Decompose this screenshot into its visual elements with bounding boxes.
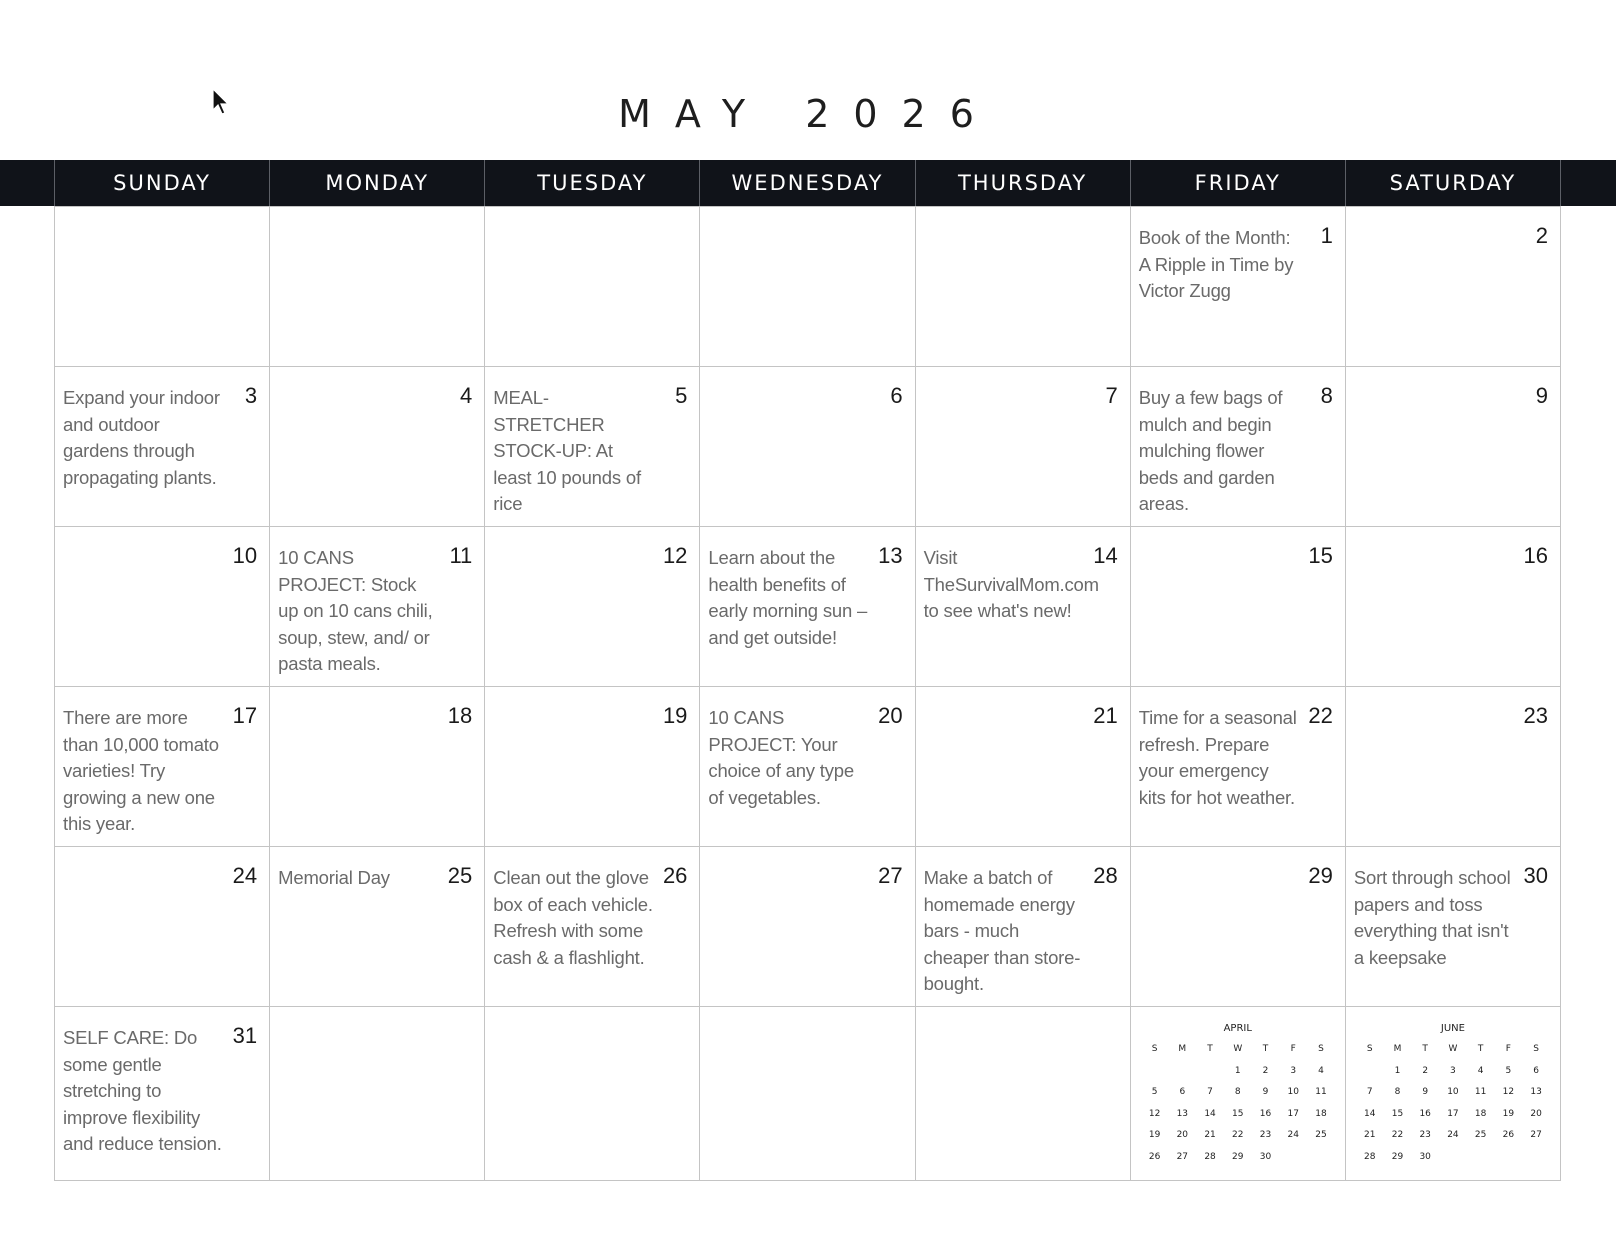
mini-date: 12 — [1148, 1108, 1161, 1119]
mini-day-initial: M — [1393, 1044, 1402, 1054]
mini-calendar-april — [1131, 1007, 1346, 1181]
weekday-saturday: SATURDAY — [1346, 160, 1561, 206]
mini-date: 19 — [1148, 1130, 1161, 1140]
day-cell[interactable] — [700, 527, 915, 687]
mini-date: 24 — [1287, 1130, 1299, 1140]
mini-date: 8 — [1234, 1087, 1241, 1097]
mini-day-initial: W — [1233, 1044, 1243, 1054]
day-cell[interactable] — [1131, 207, 1346, 367]
event-note: There are more than 10,000 tomato varieties! Try growing a new one this year. — [63, 707, 219, 834]
day-cell[interactable] — [270, 687, 485, 847]
day-number: 15 — [1308, 543, 1333, 568]
mini-date: 5 — [1151, 1087, 1158, 1097]
mini-day-initial: T — [1207, 1044, 1213, 1054]
day-cell[interactable] — [916, 847, 1131, 1007]
mini-date: 1 — [1394, 1065, 1401, 1076]
day-number: 3 — [244, 383, 258, 408]
day-cell[interactable] — [485, 1007, 700, 1181]
day-cell[interactable] — [55, 847, 270, 1007]
event-note: Memorial Day — [278, 867, 390, 888]
mini-day-initial: S — [1533, 1044, 1539, 1054]
event-note: Time for a seasonal refresh. Prepare your emergency kits for hot weather. — [1138, 707, 1297, 808]
mini-day-initial: W — [1448, 1044, 1458, 1054]
mini-date: 13 — [1176, 1108, 1189, 1119]
day-number: 9 — [1535, 383, 1548, 408]
mini-date: 29 — [1232, 1151, 1244, 1162]
day-number: 14 — [1093, 543, 1118, 568]
mini-date: 16 — [1419, 1108, 1431, 1119]
day-cell[interactable] — [55, 687, 270, 847]
day-number: 30 — [1523, 863, 1548, 888]
day-number: 16 — [1523, 543, 1548, 568]
day-number: 2 — [1535, 223, 1548, 248]
event-note: Visit TheSurvivalMom.com to see what's new! — [923, 547, 1099, 621]
mini-date — [1439, 1147, 1467, 1169]
mini-date: 11 — [1474, 1087, 1487, 1097]
day-cell[interactable] — [55, 1007, 270, 1181]
weekday-header — [54, 160, 1561, 206]
day-cell[interactable] — [270, 527, 485, 687]
mini-day-initial: T — [1422, 1044, 1428, 1054]
day-number: 8 — [1320, 383, 1333, 408]
mini-day-initial: S — [1151, 1044, 1158, 1054]
event-note: Book of the Month: A Ripple in Time by Victor Zugg — [1138, 227, 1294, 301]
day-number: 18 — [447, 703, 473, 728]
day-cell[interactable] — [1131, 367, 1346, 527]
mini-date: 23 — [1419, 1130, 1431, 1140]
day-number: 6 — [890, 383, 903, 408]
day-number: 25 — [447, 863, 473, 888]
mini-date: 5 — [1505, 1065, 1512, 1076]
mini-day-initial: T — [1262, 1044, 1269, 1054]
day-number: 31 — [232, 1023, 258, 1048]
day-cell[interactable] — [1346, 687, 1561, 847]
event-note: Clean out the glove box of each vehicle. Refresh with some cash & a flashlight. — [493, 867, 653, 968]
mini-date — [1141, 1061, 1169, 1083]
event-note: Make a batch of homemade energy bars - much cheaper than store-bought. — [923, 867, 1081, 994]
mini-date: 17 — [1287, 1108, 1299, 1119]
mini-day-initial: F — [1290, 1044, 1296, 1054]
mini-date — [1196, 1061, 1224, 1083]
day-number: 22 — [1308, 703, 1333, 728]
mini-date — [1307, 1147, 1335, 1169]
mini-date: 6 — [1533, 1065, 1539, 1076]
mini-day-initial: M — [1178, 1044, 1187, 1054]
day-cell[interactable] — [1131, 687, 1346, 847]
mini-date: 9 — [1262, 1087, 1269, 1097]
day-number: 5 — [675, 383, 688, 408]
weekday-tuesday: TUESDAY — [485, 160, 700, 206]
mini-date: 16 — [1259, 1108, 1272, 1119]
day-cell[interactable] — [916, 1007, 1131, 1181]
day-cell[interactable] — [1346, 527, 1561, 687]
mini-date — [1522, 1147, 1550, 1169]
day-cell[interactable] — [700, 367, 915, 527]
day-number: 20 — [878, 703, 903, 728]
day-cell[interactable] — [485, 687, 700, 847]
day-cell[interactable] — [700, 207, 915, 367]
day-number: 27 — [878, 863, 903, 888]
day-number: 1 — [1320, 223, 1333, 248]
mini-date: 21 — [1363, 1130, 1376, 1140]
mini-date: 26 — [1502, 1130, 1515, 1140]
mini-date: 6 — [1179, 1087, 1186, 1097]
day-cell[interactable] — [1131, 527, 1346, 687]
mini-date: 27 — [1176, 1151, 1189, 1162]
calendar-title: MAY 2026 — [618, 92, 998, 136]
mini-date: 22 — [1391, 1130, 1404, 1140]
mini-date: 29 — [1391, 1151, 1404, 1162]
day-cell[interactable] — [485, 367, 700, 527]
day-cell[interactable] — [485, 847, 700, 1007]
mini-calendar-title: APRIL — [1223, 1023, 1252, 1034]
mini-day-initial: S — [1318, 1044, 1324, 1054]
day-number: 28 — [1093, 863, 1118, 888]
mini-date: 20 — [1530, 1108, 1542, 1119]
mini-date: 26 — [1148, 1151, 1161, 1162]
weekday-friday: FRIDAY — [1131, 160, 1346, 206]
mini-date: 9 — [1422, 1087, 1429, 1097]
day-cell[interactable] — [270, 207, 485, 367]
day-number: 26 — [662, 863, 688, 888]
mini-date — [1495, 1147, 1523, 1169]
weekday-thursday: THURSDAY — [916, 160, 1131, 206]
mini-date: 24 — [1447, 1130, 1459, 1140]
day-cell[interactable] — [700, 1007, 915, 1181]
day-number: 24 — [232, 863, 258, 888]
day-number: 23 — [1523, 703, 1548, 728]
mini-date: 11 — [1315, 1087, 1327, 1097]
day-cell[interactable] — [916, 367, 1131, 527]
mini-date: 1 — [1234, 1065, 1241, 1076]
mini-date: 28 — [1363, 1151, 1376, 1162]
day-cell[interactable] — [55, 527, 270, 687]
event-note: SELF CARE: Do some gentle stretching to improve flexibility and reduce tension. — [63, 1027, 222, 1154]
mini-date: 17 — [1447, 1108, 1459, 1119]
mini-date: 14 — [1363, 1108, 1376, 1119]
day-number: 12 — [662, 543, 688, 568]
day-cell[interactable] — [270, 367, 485, 527]
day-cell[interactable] — [55, 207, 270, 367]
mini-date: 15 — [1232, 1108, 1244, 1119]
weekday-monday: MONDAY — [270, 160, 485, 206]
mini-day-initial: F — [1505, 1044, 1511, 1054]
mini-date: 14 — [1204, 1108, 1216, 1119]
day-cell[interactable] — [270, 1007, 485, 1181]
mini-date: 22 — [1232, 1130, 1244, 1140]
calendar-grid — [54, 206, 1561, 1181]
mini-date: 15 — [1391, 1108, 1404, 1119]
day-cell[interactable] — [916, 527, 1131, 687]
day-cell[interactable] — [55, 367, 270, 527]
day-number: 4 — [460, 383, 473, 408]
mini-date: 30 — [1419, 1151, 1431, 1162]
mini-calendar-title: JUNE — [1440, 1023, 1465, 1034]
mini-date: 30 — [1259, 1151, 1272, 1162]
event-note: MEAL-STRETCHER STOCK-UP: At least 10 pounds of rice — [493, 387, 641, 514]
mini-date: 25 — [1474, 1130, 1487, 1140]
mini-date — [1168, 1061, 1196, 1083]
mini-date: 18 — [1474, 1108, 1487, 1119]
mini-day-initial: T — [1477, 1044, 1484, 1054]
event-note: 10 CANS PROJECT: Your choice of any type of vegetables. — [708, 707, 854, 808]
mini-date: 23 — [1259, 1130, 1272, 1140]
day-cell[interactable] — [1131, 847, 1346, 1007]
day-cell[interactable] — [1346, 367, 1561, 527]
mini-date: 7 — [1366, 1087, 1373, 1097]
mini-date — [1467, 1147, 1495, 1169]
event-note: Expand your indoor and outdoor gardens through propagating plants. — [63, 387, 220, 488]
weekday-wednesday: WEDNESDAY — [700, 160, 915, 206]
day-number: 17 — [232, 703, 258, 728]
mini-calendar-june — [1346, 1007, 1561, 1181]
mini-date: 10 — [1447, 1087, 1459, 1097]
day-cell[interactable] — [1346, 207, 1561, 367]
event-note: Buy a few bags of mulch and begin mulching flower beds and garden areas. — [1138, 387, 1283, 514]
day-cell[interactable] — [916, 687, 1131, 847]
day-number: 29 — [1308, 863, 1333, 888]
mini-date — [1279, 1147, 1307, 1169]
day-cell[interactable] — [700, 687, 915, 847]
mini-date: 4 — [1477, 1065, 1484, 1076]
mini-date: 7 — [1207, 1087, 1213, 1097]
weekday-sunday: SUNDAY — [55, 160, 270, 206]
mini-date: 4 — [1318, 1065, 1324, 1076]
day-number: 7 — [1105, 383, 1118, 408]
day-cell[interactable] — [1346, 847, 1561, 1007]
mini-date: 25 — [1315, 1130, 1327, 1140]
mini-date: 28 — [1204, 1151, 1216, 1162]
mini-date: 8 — [1394, 1087, 1401, 1097]
mini-date: 19 — [1502, 1108, 1515, 1119]
event-note: Sort through school papers and toss everything that isn't a keepsake — [1353, 867, 1511, 968]
event-note: 10 CANS PROJECT: Stock up on 10 cans chili, soup, stew, and/ or pasta meals. — [278, 547, 433, 674]
day-cell[interactable] — [485, 207, 700, 367]
day-cell[interactable] — [270, 847, 485, 1007]
mini-date: 20 — [1176, 1130, 1189, 1140]
event-note: Learn about the health benefits of early morning sun – and get outside! — [708, 547, 868, 648]
mini-date: 21 — [1204, 1130, 1216, 1140]
day-number: 13 — [878, 543, 903, 568]
mini-date: 12 — [1502, 1087, 1515, 1097]
day-cell[interactable] — [700, 847, 915, 1007]
mini-date: 18 — [1315, 1108, 1327, 1119]
day-cell[interactable] — [485, 527, 700, 687]
day-number: 11 — [449, 543, 473, 568]
day-number: 19 — [662, 703, 688, 728]
mini-date: 2 — [1262, 1065, 1269, 1076]
day-number: 21 — [1093, 703, 1118, 728]
mini-date — [1356, 1061, 1384, 1083]
mini-date: 13 — [1530, 1087, 1542, 1097]
mini-date: 10 — [1287, 1087, 1299, 1097]
mini-date: 3 — [1290, 1065, 1297, 1076]
day-number: 10 — [232, 543, 258, 568]
mini-date: 27 — [1530, 1130, 1542, 1140]
day-cell[interactable] — [916, 207, 1131, 367]
mini-date: 2 — [1422, 1065, 1429, 1076]
mini-day-initial: S — [1366, 1044, 1373, 1054]
mini-date: 3 — [1450, 1065, 1456, 1076]
